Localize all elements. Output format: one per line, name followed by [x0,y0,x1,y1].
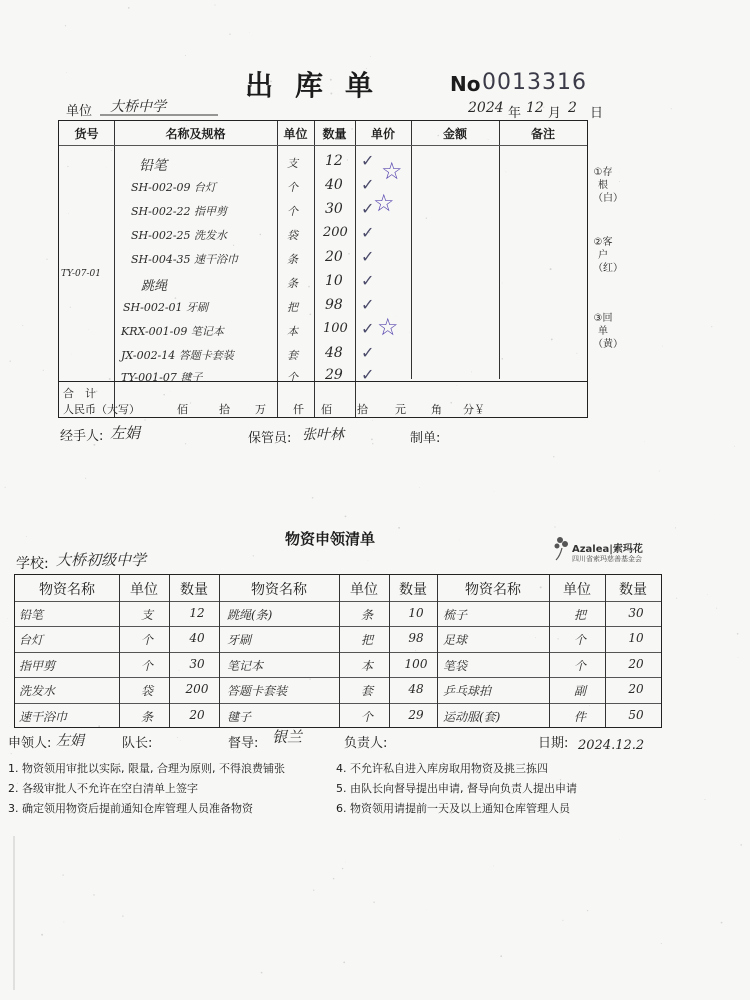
requisition-table [14,574,662,728]
requisition-item-qty: 20 [628,682,644,696]
requisition-item-qty: 20 [189,708,205,722]
unit-underline [100,113,220,117]
row-qty: 200 [323,225,348,240]
keeper-signature: 张叶林 [302,427,344,443]
row-qty: 20 [325,249,343,265]
col-divider [114,121,115,417]
check-mark-icon: ✓ [361,151,375,170]
requisition-item-qty: 12 [189,606,205,620]
handler-signature: 左娟 [110,424,141,442]
row-qty: 12 [325,153,343,169]
check-mark-icon: ✓ [361,247,375,266]
check-mark-icon: ✓ [361,365,375,384]
requisition-item-name: 铅笔 [19,608,44,622]
copy-distribution [593,166,623,351]
maker-label: 制单: [410,431,441,446]
row-unit: 支 [287,157,298,170]
daxie-unit: 分￥ [463,403,485,416]
date-year: 2024 [468,100,504,116]
header-unit: 单位 [350,582,378,598]
school-label: 学校: [16,556,49,572]
requisition-item-name: 笔记本 [227,659,264,673]
requisition-item-name: 速干浴巾 [19,710,68,724]
requisition-item-unit: 条 [360,608,373,622]
row-name: JX-002-14 答题卡套装 [121,349,234,362]
header-code: 货号 [74,127,99,141]
header-price: 单价 [370,127,395,141]
row-qty: 29 [325,367,343,383]
date-label: 日期: [538,736,569,751]
header-remark: 备注 [530,127,555,141]
check-mark-icon: ✓ [361,271,375,290]
requisition-item-unit: 袋 [140,684,153,698]
row-unit: 条 [287,277,298,290]
row-unit: 把 [287,301,298,314]
row-qty: 30 [325,201,343,217]
requisition-item-unit: 把 [360,633,373,647]
row-name: SH-002-09 台灯 [131,181,217,194]
check-mark-icon: ✓ [361,343,375,362]
row-unit: 本 [287,325,298,338]
requisition-item-qty: 200 [185,682,209,696]
rmb-label: 人民币（大写） [63,403,140,416]
requisition-item-name: 运动服(套) [443,710,501,724]
row-unit: 个 [287,181,298,194]
delivery-note-title: 出库单 [245,69,396,102]
requisition-item-unit: 副 [573,684,586,698]
requisition-item-name: 足球 [443,633,468,647]
requisition-item-name: 梳子 [443,608,468,622]
logo-subtitle: 四川省索玛慈善基金会 [572,555,642,563]
row-name: TY-001-07 毽子 [121,371,203,384]
principal-label: 负责人: [344,736,388,751]
rule-item: 4. 不允许私自进入库房取用物资及挑三拣四 [336,762,548,775]
delivery-table [58,120,588,418]
check-mark-icon: ✓ [361,223,375,242]
header-qty: 数量 [180,582,208,598]
row-name: SH-002-01 牙刷 [123,301,209,314]
header-item-name: 物资名称 [465,582,521,598]
check-mark-icon: ✓ [361,295,375,314]
requisition-item-qty: 48 [408,682,424,696]
date-day: 2 [568,100,577,116]
daxie-unit: 仟 [293,403,304,416]
daxie-unit: 拾 [219,403,230,416]
requisition-title: 物资申领清单 [285,530,376,548]
unit-label: 单位 [66,104,93,119]
row-qty: 48 [325,345,343,361]
daxie-unit: 佰 [177,403,188,416]
logo-brand: Azalea|索玛花 [572,544,643,555]
copy-label: ③回单（黄） [593,313,623,350]
date-month: 12 [526,100,544,116]
header-name: 名称及规格 [165,127,226,141]
header-qty: 数量 [399,582,427,598]
requisition-item-name: 笔袋 [443,659,468,673]
requisition-item-unit: 本 [360,659,373,673]
requisition-item-qty: 30 [189,657,205,671]
row-qty: 40 [325,177,343,193]
requisition-item-name: 跳绳(条) [227,608,273,622]
requisition-item-unit: 个 [573,659,586,673]
star-mark-icon: ☆ [373,189,395,217]
keeper-label: 保管员: [248,431,292,446]
row-unit: 个 [287,205,298,218]
rule-item: 5. 由队长向督导提出申请, 督导向负责人提出申请 [336,782,577,795]
row-unit: 袋 [287,229,298,242]
row-qty: 10 [325,273,343,289]
star-mark-icon: ☆ [377,313,399,341]
requisition-item-unit: 支 [140,608,153,622]
rule-item: 6. 物资领用请提前一天及以上通知仓库管理人员 [336,802,570,815]
daxie-unit: 佰 [321,403,332,416]
requisition-item-unit: 个 [140,659,153,673]
header-qty: 数量 [322,127,347,141]
requisition-item-name: 台灯 [19,633,44,647]
requisition-item-qty: 10 [408,606,424,620]
row-name: SH-002-22 指甲剪 [131,205,228,218]
date-day-label: 日 [590,106,604,121]
row-divider [15,626,661,627]
requisition-item-qty: 10 [628,631,644,645]
requisition-item-qty: 100 [404,657,428,671]
row-code: TY-07-01 [61,269,101,279]
col-divider [314,121,315,417]
requisition-item-unit: 件 [573,710,586,724]
requisition-item-qty: 29 [408,708,424,722]
applicant-signature: 左娟 [56,733,84,749]
daxie-unit: 角 [431,403,442,416]
requisition-item-qty: 20 [628,657,644,671]
date-value: 2024.12.2 [578,738,645,753]
unit-value: 大桥中学 [110,99,166,115]
requisition-item-unit: 个 [360,710,373,724]
row-unit: 套 [287,349,298,362]
row-name: KRX-001-09 笔记本 [121,325,224,338]
rule-item: 2. 各级审批人不允许在空白清单上签字 [8,782,198,795]
check-mark-icon: ✓ [361,319,375,338]
row-divider [15,703,661,704]
row-divider [59,145,587,146]
col-divider [499,121,500,379]
daxie-unit: 元 [395,403,406,416]
leader-label: 队长: [122,736,153,751]
row-name: 铅笔 [139,158,167,174]
supervisor-signature: 银兰 [272,728,303,746]
daxie-unit: 万 [255,403,266,416]
school-value: 大桥初级中学 [56,551,147,569]
requisition-item-name: 洗发水 [19,684,56,698]
check-mark-icon: ✓ [361,175,375,194]
row-name: 跳绳 [141,279,168,294]
col-divider [355,121,356,417]
row-qty: 98 [325,297,343,313]
requisition-item-qty: 50 [628,708,644,722]
col-divider [411,121,412,379]
total-label: 合 计 [63,387,96,400]
requisition-item-unit: 个 [573,633,586,647]
header-unit: 单位 [563,582,591,598]
serial-number: 0013316 [482,70,587,95]
requisition-item-unit: 把 [573,608,586,622]
handler-label: 经手人: [60,429,104,444]
row-divider [15,677,661,678]
requisition-item-unit: 条 [140,710,153,724]
row-qty: 100 [323,321,348,336]
serial-number-label: No [450,72,481,96]
requisition-item-unit: 套 [360,684,373,698]
requisition-item-qty: 30 [628,606,644,620]
row-unit: 条 [287,253,298,266]
header-unit: 单位 [283,127,308,141]
requisition-item-unit: 个 [140,633,153,647]
row-unit: 个 [287,371,298,384]
row-name: SH-002-25 洗发水 [131,229,228,242]
header-item-name: 物资名称 [39,582,95,598]
requisition-item-name: 乒乓球拍 [443,684,492,698]
date-month-label: 月 [548,106,562,121]
requisition-item-name: 牙刷 [227,633,252,647]
row-divider [15,652,661,653]
requisition-item-name: 指甲剪 [19,659,56,673]
header-unit: 单位 [130,582,158,598]
supervisor-label: 督导: [228,736,259,751]
copy-label: ②客户（红） [593,237,623,274]
header-qty: 数量 [619,582,647,598]
requisition-item-name: 答题卡套装 [227,684,288,698]
rule-item: 3. 确定领用物资后提前通知仓库管理人员准备物资 [8,802,253,815]
header-item-name: 物资名称 [251,582,307,598]
requisition-item-qty: 98 [408,631,424,645]
star-mark-icon: ☆ [381,157,403,185]
requisition-item-qty: 40 [189,631,205,645]
copy-label: ①存根（白） [593,167,623,204]
requisition-item-name: 毽子 [227,710,252,724]
col-divider [277,121,278,417]
header-amount: 金额 [442,127,467,141]
date-year-label: 年 [508,106,522,121]
row-name: SH-004-35 速干浴巾 [131,253,239,266]
daxie-unit: 拾 [357,403,368,416]
applicant-label: 申领人: [8,736,52,751]
check-mark-icon: ✓ [361,199,375,218]
row-divider [15,601,661,602]
rule-item: 1. 物资领用审批以实际, 限量, 合理为原则, 不得浪费铺张 [8,762,285,775]
